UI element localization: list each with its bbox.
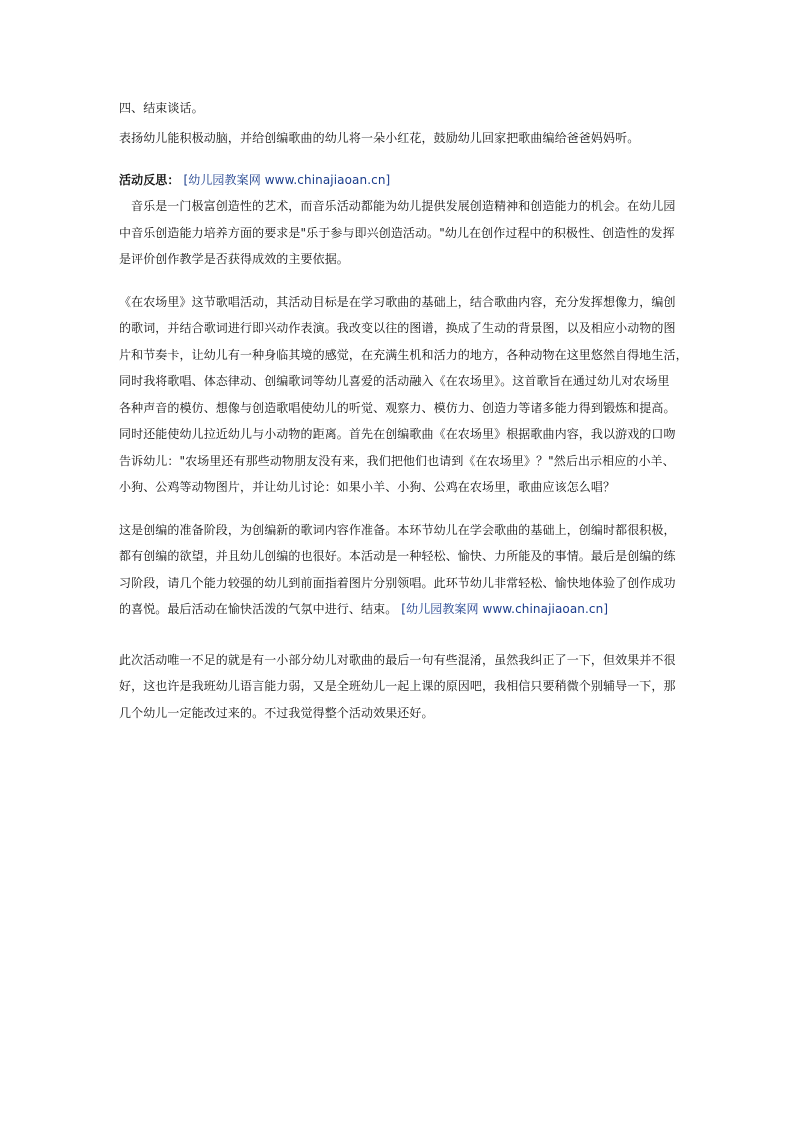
text-line: 的歌词，并结合歌词进行即兴动作表演。我改变以往的图谱，换成了生动的背景图，以及相应小动物的图 (119, 321, 676, 335)
document-page (119, 99, 688, 730)
reflection-header (119, 171, 679, 189)
section-text: 表扬幼儿能积极动脑，并给创编歌曲的幼儿将一朵小红花，鼓励幼儿回家把歌曲编给爸爸妈妈听。 (119, 131, 640, 145)
text-line: 音乐是一门极富创造性的艺术，而音乐活动都能为幼儿提供发展创造精神和创造能力的机会。在幼儿园 (131, 199, 676, 213)
paragraph-4 (119, 651, 679, 722)
text-line: 《在农场里》这节歌唱活动，其活动目标是在学习歌曲的基础上，结合歌曲内容，充分发挥想像力，编创 (119, 294, 676, 309)
site-link[interactable]: [幼儿园教案网 www.chinajiaoan.cn] (183, 173, 391, 187)
text-line: 几个幼儿一定能改过来的。不过我觉得整个活动效果还好。 (119, 705, 434, 720)
section-heading: 四、结束谈话。 (119, 101, 204, 115)
site-link[interactable]: [幼儿园教案网 www.chinajiaoan.cn] (401, 602, 609, 616)
text-line: 是评价创作教学是否获得成效的主要依据。 (119, 252, 349, 266)
text-line: 告诉幼儿："农场里还有那些动物朋友没有来，我们把他们也请到《在农场里》？"然后出示相应的小羊、 (119, 453, 675, 468)
text-line: 都有创编的欲望，并且幼儿创编的也很好。本活动是一种轻松、愉快、力所能及的事情。最后是创编的练 (119, 549, 676, 563)
text-line: 好，这也许是我班幼儿语言能力弱，又是全班幼儿一起上课的原因吧，我相信只要稍微个别辅导一下，那 (119, 679, 676, 693)
text-line: 这是创编的准备阶段，为创编新的歌词内容作准备。本环节幼儿在学会歌曲的基础上，创编时都很积极， (119, 522, 676, 537)
text-line: 各种声音的模仿、想像与创造歌唱使幼儿的听觉、观察力、模仿力、创造力等诸多能力得到锻炼和提高。 (119, 400, 676, 415)
text-line: 同时我将歌唱、体态律动、创编歌词等幼儿喜爱的活动融入《在农场里》。这首歌旨在通过幼儿对农场里 (119, 374, 670, 388)
text-line: 片和节奏卡，让幼儿有一种身临其境的感觉，在充满生机和活力的地方，各种动物在这里悠然自得地生活， (119, 347, 688, 362)
text-segment: 的喜悦。最后活动在愉快活泼的气氛中进行、结束。 (119, 602, 398, 616)
text-line: 同时还能使幼儿拉近幼儿与小动物的距离。首先在创编歌曲《在农场里》根据歌曲内容，我以游戏的口吻 (119, 427, 676, 441)
paragraph-2 (119, 293, 688, 497)
text-line: 小狗、公鸡等动物图片，并让幼儿讨论：如果小羊、小狗、公鸡在农场里，歌曲应该怎么唱？ (119, 480, 616, 494)
paragraph-1 (119, 197, 679, 268)
reflection-label: 活动反思： (119, 173, 180, 187)
text-line: 此次活动唯一不足的就是有一小部分幼儿对歌曲的最后一句有些混淆，虽然我纠正了一下，但效果并不很 (119, 652, 676, 667)
text-line: 中音乐创造能力培养方面的要求是"乐于参与即兴创造活动。"幼儿在创作过程中的积极性、创造性的发挥 (119, 225, 675, 240)
paragraph-3 (119, 521, 679, 619)
text-line (119, 600, 679, 618)
text-line: 习阶段，请几个能力较强的幼儿到前面指着图片分别领唱。此环节幼儿非常轻松、愉快地体验了创作成功 (119, 575, 676, 590)
